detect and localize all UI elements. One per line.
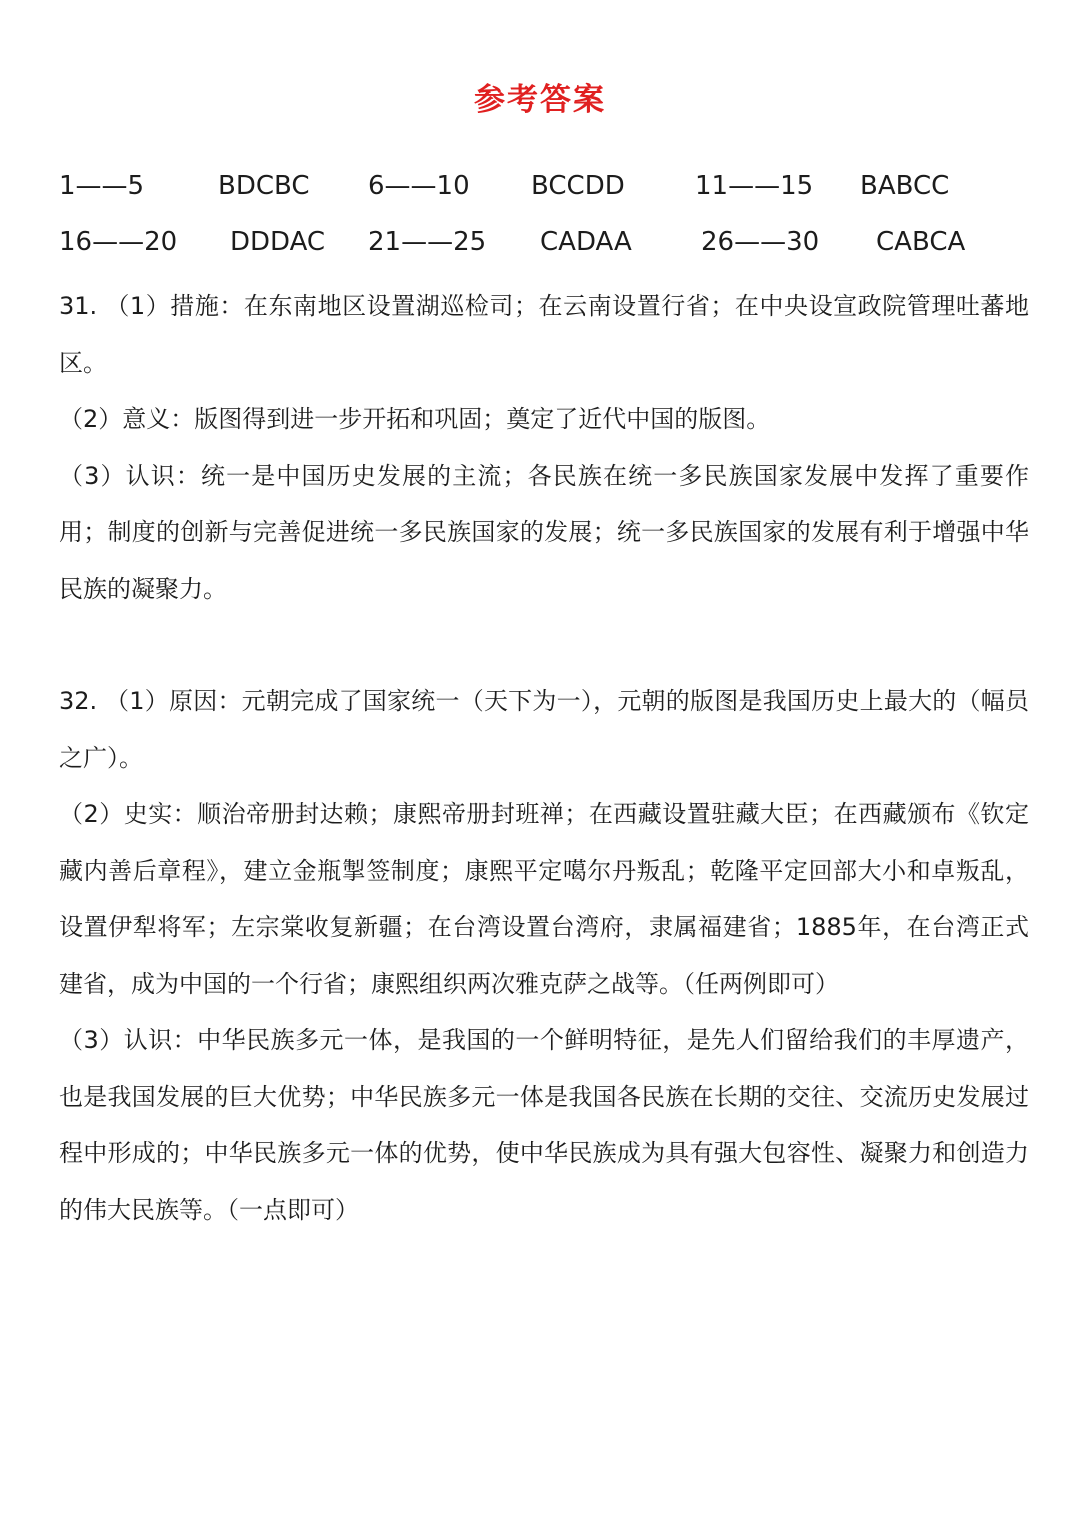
answer-row	[59, 166, 1029, 222]
answer-letters: BDCBC	[218, 171, 310, 201]
answer-letters: CADAA	[540, 227, 632, 257]
q31-part3: （3）认识：统一是中国历史发展的主流；各民族在统一多民族国家发展中发挥了重要作用；制度的创新与完善促进统一多民族国家的发展；统一多民族国家的发展有利于增强中华民族的凝聚力。	[59, 461, 1029, 603]
answer-range: 21——25	[368, 227, 487, 257]
q31-part1: 31. （1）措施：在东南地区设置湖巡检司；在云南设置行省；在中央设宣政院管理吐蕃地区。	[59, 292, 1029, 377]
page-title: 参考答案	[474, 82, 606, 118]
essay-answers	[59, 278, 1029, 1238]
answer-letters: BABCC	[860, 171, 950, 201]
answer-letters: BCCDD	[531, 171, 625, 201]
answer-letters: CABCA	[876, 227, 966, 257]
answer-range: 1——5	[59, 171, 145, 201]
answer-range: 16——20	[59, 227, 178, 257]
section-gap	[59, 617, 1029, 673]
multiple-choice-answers	[59, 166, 1029, 278]
answer-range: 6——10	[368, 171, 470, 201]
q32-part2: （2）史实：顺治帝册封达赖；康熙帝册封班禅；在西藏设置驻藏大臣；在西藏颁布《钦定藏内善后章程》，建立金瓶掣签制度；康熙平定噶尔丹叛乱；乾隆平定回部大小和卓叛乱，设置伊犁将军；左宗棠收复新疆；在台湾设置台湾府，隶属福建省；1885年，在台湾正式建省，成为中国的一个行省；康熙组织两次雅克萨之战等。（任两例即可）	[59, 800, 1029, 998]
answer-range: 26——30	[701, 227, 820, 257]
answer-letters: DDDAC	[230, 227, 326, 257]
q32-part3: （3）认识：中华民族多元一体，是我国的一个鲜明特征，是先人们留给我们的丰厚遗产，也是我国发展的巨大优势；中华民族多元一体是我国各民族在长期的交往、交流历史发展过程中形成的；中华民族多元一体的优势，使中华民族成为具有强大包容性、凝聚力和创造力的伟大民族等。（一点即可）	[59, 1026, 1029, 1224]
answer-row	[59, 222, 1029, 278]
answer-range: 11——15	[695, 171, 814, 201]
q32-part1: 32. （1）原因：元朝完成了国家统一（天下为一），元朝的版图是我国历史上最大的（幅员之广）。	[59, 687, 1029, 772]
q31-part2: （2）意义：版图得到进一步开拓和巩固；奠定了近代中国的版图。	[59, 405, 771, 433]
